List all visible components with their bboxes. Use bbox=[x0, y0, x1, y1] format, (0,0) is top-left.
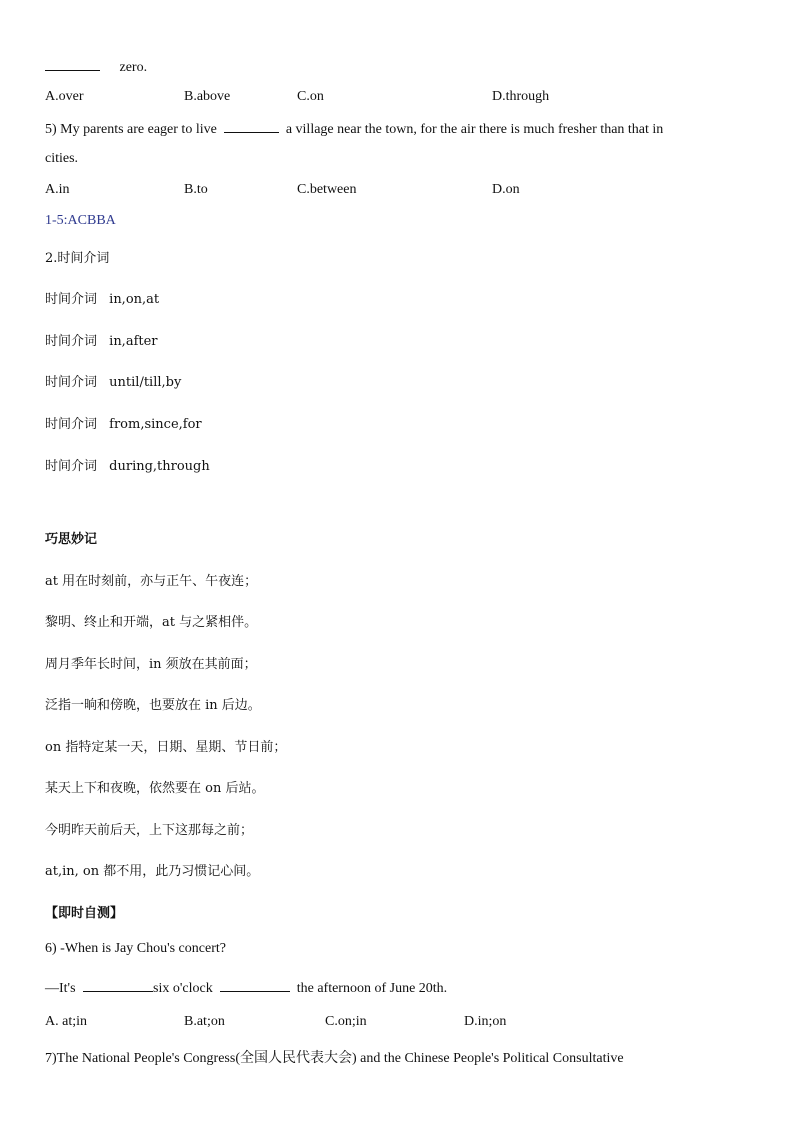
time-prep-items: in,after bbox=[109, 334, 158, 349]
q6-mid-text: six o'clock bbox=[153, 981, 213, 996]
q6-option-b: B.at;on bbox=[184, 1014, 225, 1029]
q5-continuation: cities. bbox=[45, 151, 79, 166]
time-prep-row bbox=[45, 374, 181, 392]
section-2-title: 2.时间介词 bbox=[45, 251, 110, 266]
q6-blank-2 bbox=[220, 978, 290, 992]
q4-options bbox=[45, 88, 745, 106]
time-prep-row bbox=[45, 291, 159, 309]
q5-answer-blank bbox=[224, 119, 279, 133]
q5-option-a: A.in bbox=[45, 182, 70, 197]
q4-tail-line bbox=[45, 57, 147, 77]
q6-tail-text: the afternoon of June 20th. bbox=[296, 981, 448, 996]
memory-tips-title: 巧思妙记 bbox=[45, 532, 98, 547]
self-test-title: 【即时自测】 bbox=[45, 906, 124, 921]
q6-answer-prefix: —It's bbox=[45, 981, 76, 996]
q7-question: 7)The National People's Congress(全国人民代表大会) and the Chinese People's Political Consultative bbox=[45, 1051, 624, 1066]
q6-options bbox=[45, 1013, 745, 1031]
rhyme-line: on 指特定某一天，日期、星期、节日前； bbox=[45, 740, 287, 755]
q6-option-d: D.in;on bbox=[464, 1014, 507, 1029]
q6-option-a: A. at;in bbox=[45, 1014, 87, 1029]
q5-number-text: 5) My parents are eager to live bbox=[45, 122, 217, 137]
answer-key-1-5: 1-5:ACBBA bbox=[45, 213, 116, 228]
time-prep-items: from,since,for bbox=[109, 417, 202, 432]
q6-blank-1 bbox=[83, 978, 153, 992]
q4-tail-text: zero. bbox=[119, 60, 148, 75]
time-prep-items: during,through bbox=[109, 459, 210, 474]
time-prep-label: 时间介词 bbox=[45, 375, 98, 390]
q4-option-c: C.on bbox=[297, 89, 324, 104]
rhyme-line: 周月季年长时间，in 须放在其前面； bbox=[45, 657, 257, 672]
rhyme-line: at,in, on 都不用，此乃习惯记心间。 bbox=[45, 864, 260, 879]
time-prep-label: 时间介词 bbox=[45, 417, 98, 432]
q5-question-line bbox=[45, 119, 663, 139]
rhyme-line: 泛指一晌和傍晚，也要放在 in 后边。 bbox=[45, 698, 261, 713]
q5-options bbox=[45, 181, 745, 199]
rhyme-line: 今明昨天前后天，上下这那每之前； bbox=[45, 823, 254, 838]
q6-option-c: C.on;in bbox=[325, 1014, 367, 1029]
rhyme-line: 某天上下和夜晚，依然要在 on 后站。 bbox=[45, 781, 265, 796]
q5-option-d: D.on bbox=[492, 182, 520, 197]
q5-option-c: C.between bbox=[297, 182, 357, 197]
time-prep-label: 时间介词 bbox=[45, 459, 98, 474]
time-prep-label: 时间介词 bbox=[45, 334, 98, 349]
time-prep-row bbox=[45, 333, 158, 351]
q5-after-blank-text: a village near the town, for the air there is much fresher than that in bbox=[285, 122, 664, 137]
q4-option-a: A.over bbox=[45, 89, 84, 104]
q5-option-b: B.to bbox=[184, 182, 208, 197]
q4-option-b: B.above bbox=[184, 89, 231, 104]
time-prep-items: in,on,at bbox=[109, 292, 160, 307]
rhyme-line: at 用在时刻前，亦与正午、午夜连； bbox=[45, 574, 258, 589]
q6-question: 6) -When is Jay Chou's concert? bbox=[45, 941, 226, 956]
time-prep-label: 时间介词 bbox=[45, 292, 98, 307]
q6-answer-line bbox=[45, 978, 447, 998]
time-prep-row bbox=[45, 458, 210, 476]
q4-option-d: D.through bbox=[492, 89, 550, 104]
time-prep-row bbox=[45, 416, 202, 434]
rhyme-line: 黎明、终止和开端，at 与之紧相伴。 bbox=[45, 615, 258, 630]
time-prep-items: until/till,by bbox=[109, 375, 182, 390]
q4-answer-blank bbox=[45, 57, 100, 71]
